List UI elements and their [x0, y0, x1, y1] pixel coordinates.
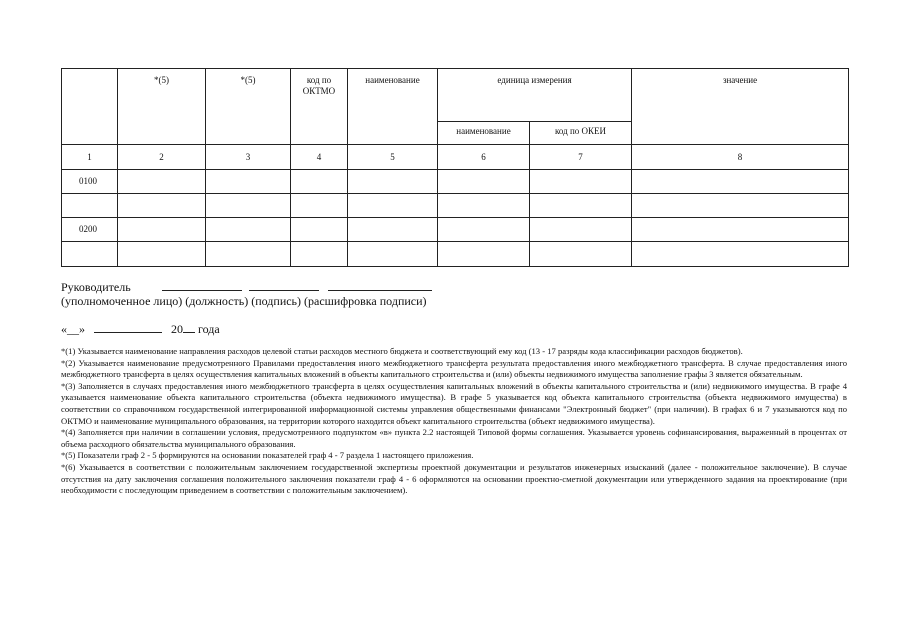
table-row [62, 194, 849, 218]
column-number: 2 [118, 145, 206, 170]
footnote: *(2) Указывается наименование предусмотренного Правилами предоставления иного межбюджетного трансферта результата предоставления иного межбюджетного трансферта. В случае предоставления иного межбюджетного трансферта в целях осуществления капитальных вложений в объекты капитального строительства и (или) объекты недвижимого имущества заполнение графы 3 является обязательным. [61, 357, 847, 380]
table-row [62, 218, 849, 242]
date-line [61, 321, 220, 336]
table-cell [348, 218, 438, 242]
signature-blank [249, 279, 319, 291]
table-cell [206, 194, 291, 218]
date-month-line [94, 321, 162, 333]
table-cell [438, 218, 530, 242]
table-cell [632, 242, 849, 267]
row-code [62, 242, 118, 267]
indicators-table [61, 68, 849, 267]
header-oktmo: код по ОКТМО [291, 69, 348, 145]
header-unit-code: код по ОКЕИ [530, 122, 632, 145]
position-line [162, 279, 242, 291]
table-cell [530, 242, 632, 267]
table-cell [438, 170, 530, 194]
header-col2: *(5) [118, 69, 206, 145]
date-year-line [183, 321, 195, 333]
header-col1 [62, 69, 118, 145]
header-unit: единица измерения [438, 69, 632, 122]
footnote: *(4) Заполняется при наличии в соглашении условия, предусмотренного подпунктом «в» пункта 2.2 настоящей Типовой формы соглашения. Указывается уровень софинансирования, выраженный в процентах от объема расходного обязательства муниципального образования. [61, 427, 847, 449]
footnote: *(6) Указывается в соответствии с положительным заключением государственной экспертизы проектной документации и результатов инженерных изысканий (далее - положительное заключение). В случае отсутствия на дату заключения соглашения положительного заключения показатели граф 4 - 6 оформляются на основании проектно-сметной документации или утвержденного задания на проектирование (при необходимости с последующим приведением в соответствии с положительным заключением). [61, 461, 847, 496]
table-cell [118, 218, 206, 242]
footnote: *(1) Указывается наименование направления расходов целевой статьи расходов местного бюджета и соответствующий ему код (13 - 17 разряды кода классификации расходов бюджетов). [61, 346, 743, 356]
table-cell [632, 170, 849, 194]
column-number: 1 [62, 145, 118, 170]
table-cell [348, 170, 438, 194]
table-cell [206, 218, 291, 242]
signature-line [61, 279, 432, 294]
date-year-prefix: 20 [171, 322, 183, 336]
table-row [62, 170, 849, 194]
signature-captions: (уполномоченное лицо) (должность) (подпись) (расшифровка подписи) [61, 294, 427, 308]
date-day: «__» [61, 322, 85, 336]
table-cell [118, 170, 206, 194]
header-name: наименование [348, 69, 438, 145]
table-cell [438, 242, 530, 267]
table-cell [291, 242, 348, 267]
footnote: *(3) Заполняется в случаях предоставления иного межбюджетного трансферта в целях осуществления капитальных вложений в объекты капитального строительства и (или) недвижимого имущества. В графе 4 указывается наименование объекта капитального строительства (объекта недвижимого имущества). В графе 5 указывается код объекта капитального строительства (объекта недвижимого имущества) в соответствии со справочником государственной интегрированной информационной системы управления общественными финансами "Электронный бюджет" (при наличии). В графах 6 и 7 указываются код по ОКТМО и наименование муниципального образования, на территории которого находится объект капитального строительства (объект недвижимого имущества). [61, 380, 847, 426]
table-cell [118, 194, 206, 218]
date-year-suffix: года [198, 322, 220, 336]
table-cell [291, 170, 348, 194]
table-cell [530, 218, 632, 242]
row-code: 0200 [62, 218, 118, 242]
name-transcript-line [328, 279, 432, 291]
column-number: 5 [348, 145, 438, 170]
table-cell [348, 242, 438, 267]
column-number: 4 [291, 145, 348, 170]
table-cell [291, 218, 348, 242]
table-cell [348, 194, 438, 218]
column-number: 8 [632, 145, 849, 170]
table-cell [438, 194, 530, 218]
table-cell [206, 242, 291, 267]
table-cell [530, 194, 632, 218]
footnotes [61, 346, 847, 497]
column-number: 6 [438, 145, 530, 170]
table-row [62, 242, 849, 267]
table-cell [530, 170, 632, 194]
table-cell [632, 194, 849, 218]
column-number: 3 [206, 145, 291, 170]
header-value: значение [632, 69, 849, 145]
header-col3: *(5) [206, 69, 291, 145]
column-number: 7 [530, 145, 632, 170]
column-numbers-row [62, 145, 849, 170]
table-cell [206, 170, 291, 194]
footnote: *(5) Показатели граф 2 - 5 формируются на основании показателей граф 4 - 7 раздела 1 настоящего приложения. [61, 450, 474, 461]
table-cell [632, 218, 849, 242]
table-cell [118, 242, 206, 267]
head-label: Руководитель [61, 280, 131, 294]
table-cell [291, 194, 348, 218]
header-unit-name: наименование [438, 122, 530, 145]
row-code: 0100 [62, 170, 118, 194]
row-code [62, 194, 118, 218]
